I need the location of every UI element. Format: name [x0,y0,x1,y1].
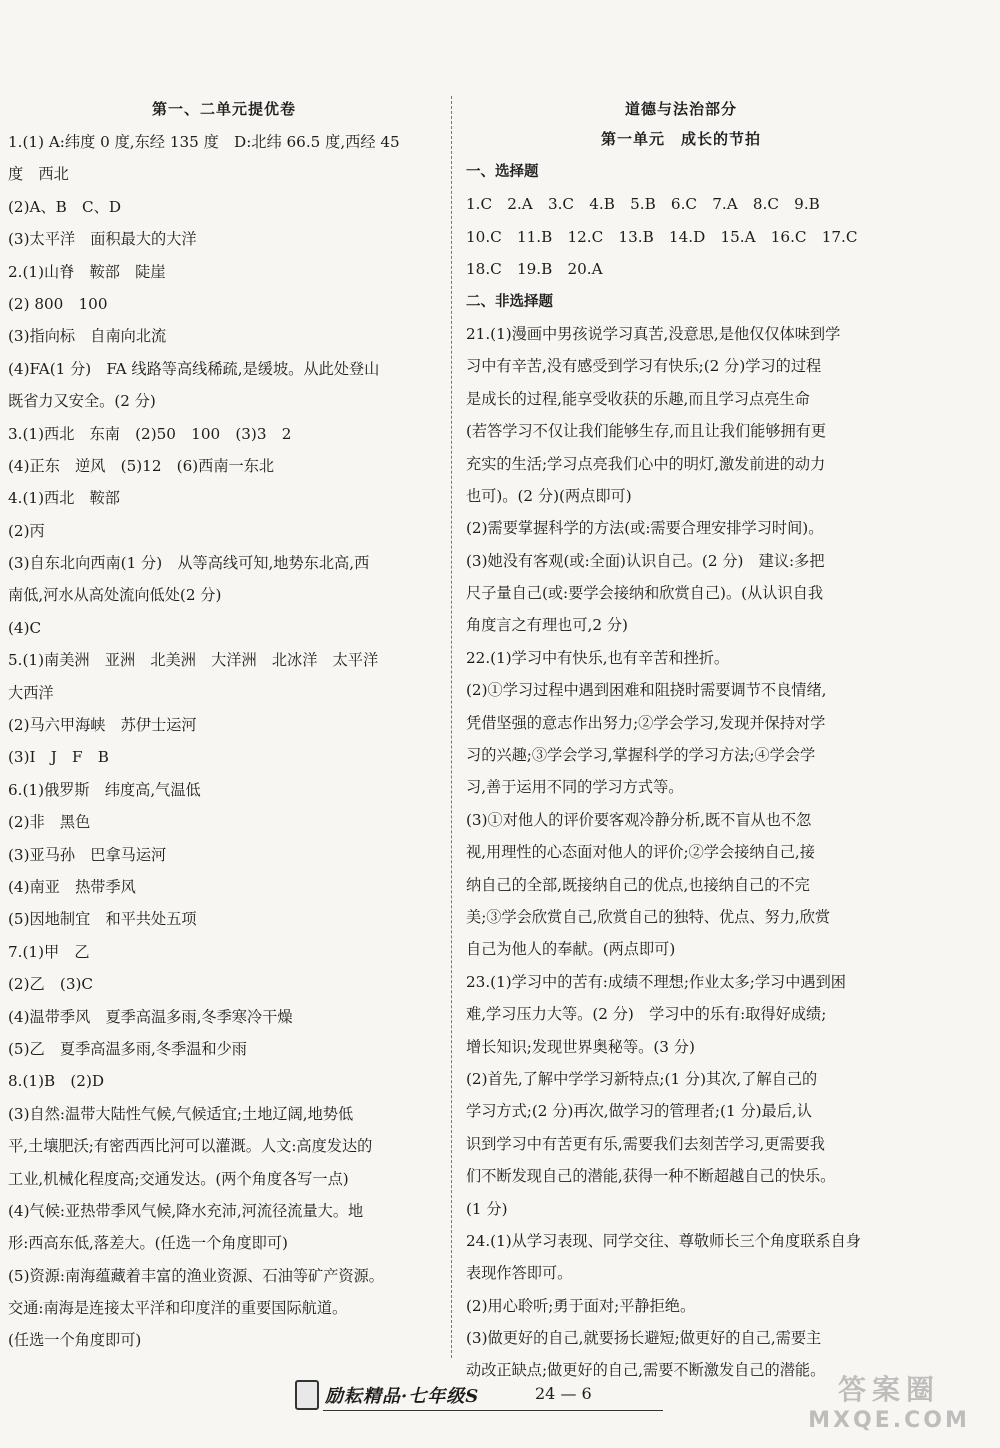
answer-line: (5)因地制宜 和平共处五项 [8,910,197,929]
answer-line: 学习方式;(2 分)再次,做学习的管理者;(1 分)最后,认 [466,1102,812,1121]
footer-brand: 励耘精品·七年级S [325,1386,480,1407]
answer-line: 增长知识;发现世界奥秘等。(3 分) [466,1037,695,1056]
answer-line: (3)做更好的自己,就要扬长避短;做更好的自己,需要主 [466,1329,822,1348]
answer-line: (2)A、B C、D [8,197,122,216]
answer-line: 是成长的过程,能享受收获的乐趣,而且学习点亮生命 [466,389,810,408]
answer-line: (2)首先,了解中学学习新特点;(1 分)其次,了解自己的 [466,1069,818,1088]
page-number: 24 — 6 [535,1384,592,1403]
left-column [8,96,440,1357]
left-answer-lines [8,126,440,1357]
answer-line: (3)指向标 自南向北流 [8,327,167,346]
answer-line: 22.(1)学习中有快乐,也有辛苦和挫折。 [466,648,730,667]
answer-line: 南低,河水从高处流向低处(2 分) [8,586,222,605]
answer-line: 难,学习压力大等。(2 分) 学习中的乐有:取得好成绩; [466,1005,827,1024]
answer-line: (4)FA(1 分) FA 线路等高线稀疏,是缓坡。从此处登山 [8,359,380,378]
answer-line: 充实的生活;学习点亮我们心中的明灯,激发前进的动力 [466,454,826,473]
site-watermark [794,1372,984,1442]
answer-line: 3.(1)西北 东南 (2)50 100 (3)3 2 [8,424,292,443]
answer-line: (4)南亚 热带季风 [8,877,136,896]
answer-line: (2) 800 100 [8,294,108,313]
answer-line: 1.(1) A:纬度 0 度,东经 135 度 D:北纬 66.5 度,西经 45 [8,133,400,151]
answer-line: (2)用心聆听;勇于面对;平静拒绝。 [466,1296,696,1315]
answer-line: 自己为他人的奉献。(两点即可) [466,940,676,959]
answer-line: 交通:南海是连接太平洋和印度洋的重要国际航道。 [8,1299,348,1318]
answer-line: (2)需要掌握科学的方法(或:需要合理安排学习时间)。 [466,519,824,538]
answer-line: (4)C [8,618,42,637]
answer-line: 习,善于运用不同的学习方式等。 [466,778,684,797]
watermark-logo-text: 答案圈 [837,1373,940,1406]
answer-line: 凭借坚强的意志作出努力;②学会学习,发现并保持对学 [466,713,826,732]
right-answer-lines [466,156,896,1387]
answer-line: 工业,机械化程度高;交通发达。(两个角度各写一点) [8,1169,349,1188]
section-heading: 一、选择题 [466,163,539,180]
answer-line: 美;③学会欣赏自己,欣赏自己的独特、优点、努力,欣赏 [466,907,831,926]
answer-line: 8.(1)B (2)D [8,1072,105,1091]
answer-line: 识到学习中有苦更有乐,需要我们去刻苦学习,更需要我 [466,1134,825,1153]
answer-line: (3)太平洋 面积最大的大洋 [8,230,197,249]
answer-line: (2)非 黑色 [8,813,91,832]
answer-line: 形:西高东低,落差大。(任选一个角度即可) [8,1234,288,1253]
section-heading: 二、非选择题 [466,292,553,310]
answer-line: (2)丙 [8,521,45,540]
answer-line: (4)气候:亚热带季风气候,降水充沛,河流径流量大。地 [8,1201,364,1220]
answer-line: (3)她没有客观(或:全面)认识自己。(2 分) 建议:多把 [466,551,825,570]
answer-line: (2)马六甲海峡 苏伊士运河 [8,716,197,735]
answer-line: 4.(1)西北 鞍部 [8,489,120,508]
answer-line: (任选一个角度即可) [8,1331,142,1350]
answer-line: 24.(1)从学习表现、同学交往、尊敬师长三个角度联系自身 [466,1231,861,1250]
answer-line: (3)①对他人的评价要客观冷静分析,既不盲从也不忽 [466,810,812,829]
answer-line: 习的兴趣;③学会学习,掌握科学的学习方法;④学会学 [466,746,816,765]
answer-line: 2.(1)山脊 鞍部 陡崖 [8,262,166,281]
answer-line: 23.(1)学习中的苦有:成绩不理想;作业太多;学习中遇到困 [466,972,846,991]
answer-line: 动改正缺点;做更好的自己,需要不断激发自己的潜能。 [466,1361,826,1380]
answer-line: (3)亚马孙 巴拿马运河 [8,845,167,864]
answer-line: 们不断发现自己的潜能,获得一种不断超越自己的快乐。 [466,1167,836,1186]
answer-line: 度 西北 [8,165,69,184]
answer-line: (3)自然:温带大陆性气候,气候适宜;土地辽阔,地势低 [8,1104,354,1123]
answer-line: 视,用理性的心态面对他人的评价;②学会接纳自己,接 [466,843,815,862]
footer-rule [323,1410,663,1411]
page-footer [295,1376,715,1416]
answer-line: 大西洋 [8,683,54,702]
right-unit-title: 第一单元 成长的节拍 [600,130,761,148]
answer-line: 平,土壤肥沃;有密西西比河可以灌溉。人文:高度发达的 [8,1137,373,1156]
answer-line: 10.C 11.B 12.C 13.B 14.D 15.A 16.C 17.C [466,227,858,246]
answer-line: (5)资源:南海蕴藏着丰富的渔业资源、石油等矿产资源。 [8,1266,384,1285]
answer-line: (2)①学习过程中遇到困难和阻挠时需要调节不良情绪, [466,681,827,700]
answer-line: (5)乙 夏季高温多雨,冬季温和少雨 [8,1039,247,1058]
watermark-url: MXQE.COM [808,1408,970,1433]
answer-line: 既省力又安全。(2 分) [8,392,156,411]
left-section-title: 第一、二单元提优卷 [151,100,296,118]
answer-line: (2)乙 (3)C [8,975,94,994]
answer-line: 1.C 2.A 3.C 4.B 5.B 6.C 7.A 8.C 9.B [466,195,820,214]
column-divider [451,96,452,1358]
answer-line: 18.C 19.B 20.A [466,260,603,279]
answer-line: 5.(1)南美洲 亚洲 北美洲 大洋洲 北冰洋 太平洋 [8,651,379,670]
answer-line: 也可)。(2 分)(两点即可) [466,486,632,505]
answer-line: 21.(1)漫画中男孩说学习真苦,没意思,是他仅仅体味到学 [466,324,841,343]
answer-line: (3)I J F B [8,748,109,767]
answer-line: (若答学习不仅让我们能够生存,而且让我们能够拥有更 [466,422,827,441]
answer-line: 角度言之有理也可,2 分) [466,616,628,635]
answer-line: 纳自己的全部,既接纳自己的优点,也接纳自己的不完 [466,875,810,894]
answer-line: 6.(1)俄罗斯 纬度高,气温低 [8,780,201,799]
right-section-title: 道德与法治部分 [624,100,737,118]
answer-line: (4)正东 逆风 (5)12 (6)西南一东北 [8,456,275,475]
brand-logo-icon [295,1380,319,1410]
answer-line: 习中有辛苦,没有感受到学习有快乐;(2 分)学习的过程 [466,357,822,376]
answer-line: (3)自东北向西南(1 分) 从等高线可知,地势东北高,西 [8,554,370,573]
answer-line: 尺子量自己(或:要学会接纳和欣赏自己)。(从认识自我 [466,584,824,603]
answer-line: 表现作答即可。 [466,1264,573,1283]
answer-line: 7.(1)甲 乙 [8,942,90,961]
answer-line: (1 分) [466,1199,508,1218]
right-column [466,96,896,1387]
answer-line: (4)温带季风 夏季高温多雨,冬季寒冷干燥 [8,1007,293,1026]
